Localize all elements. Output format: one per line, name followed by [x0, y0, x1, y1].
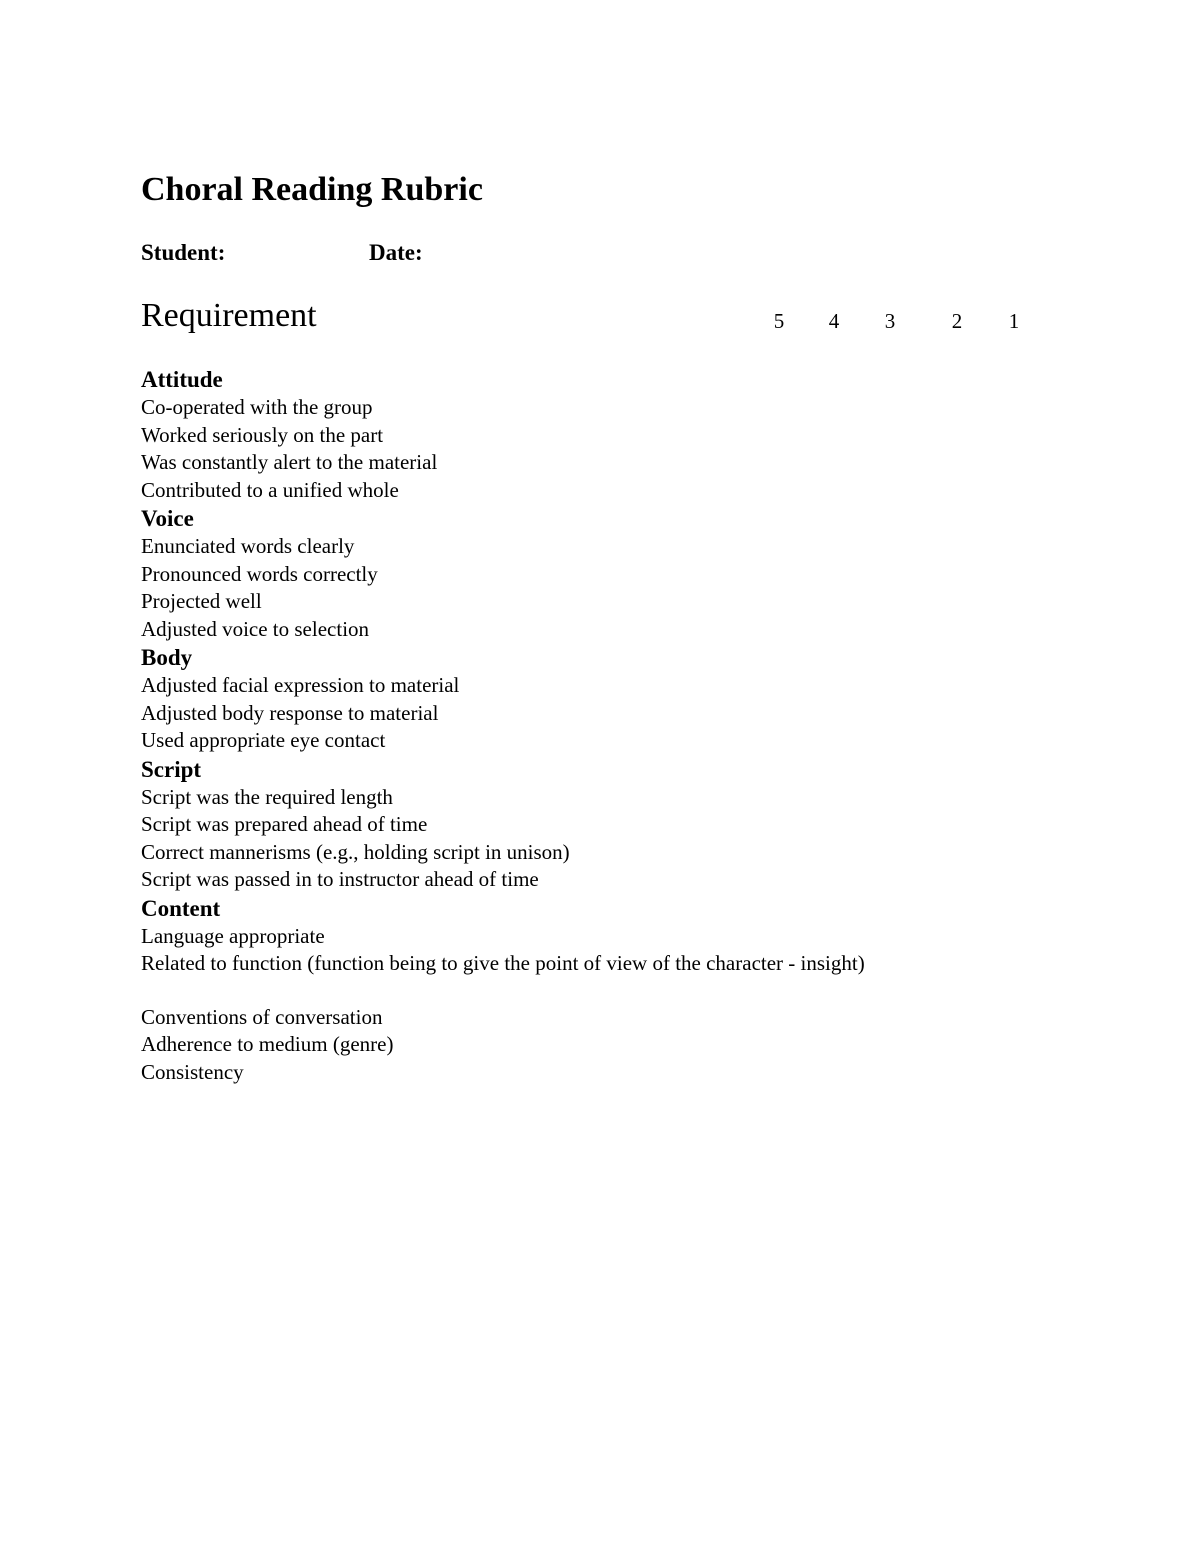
- score-header-5: 5: [773, 309, 785, 333]
- criterion-item: Script was prepared ahead of time: [141, 812, 428, 836]
- student-label: Student:: [141, 240, 226, 265]
- criterion-item: Script was the required length: [141, 784, 393, 809]
- criterion-item: Script was passed in to instructor ahead of time: [141, 867, 539, 891]
- score-header-3: 3: [884, 309, 896, 333]
- criterion-item: Adjusted voice to selection: [141, 616, 370, 641]
- criteria-list: [141, 365, 1141, 1086]
- criterion-item: Enunciated words clearly: [141, 534, 355, 558]
- date-label: Date:: [369, 240, 423, 265]
- criterion-item: Contributed to a unified whole: [141, 477, 399, 502]
- section-title-body: Body: [141, 645, 193, 670]
- criterion-item: Used appropriate eye contact: [141, 728, 386, 752]
- criterion-item: Correct mannerisms (e.g., holding script in unison): [141, 839, 570, 864]
- criterion-item: Was constantly alert to the material: [141, 450, 438, 474]
- section-title-content: Content: [141, 895, 221, 921]
- page-title: Choral Reading Rubric: [141, 171, 483, 208]
- criterion-item: Co-operated with the group: [141, 395, 373, 419]
- criterion-item: Adjusted body response to material: [141, 700, 439, 725]
- score-header-2: 2: [951, 309, 963, 333]
- criterion-item: Conventions of conversation: [141, 1004, 383, 1029]
- criterion-item: Projected well: [141, 589, 262, 613]
- section-title-script: Script: [141, 756, 202, 782]
- criterion-item: Related to function (function being to give the point of view of the character - insight): [141, 951, 865, 975]
- criterion-item: Language appropriate: [141, 923, 325, 948]
- criterion-item: Adjusted facial expression to material: [141, 673, 460, 697]
- score-header-4: 4: [828, 309, 840, 333]
- spacer: [141, 978, 1141, 1004]
- criterion-item: Adherence to medium (genre): [141, 1032, 394, 1056]
- section-title-attitude: Attitude: [141, 367, 223, 392]
- criterion-item: Consistency: [141, 1059, 244, 1084]
- requirement-header: Requirement: [141, 297, 317, 334]
- score-header-1: 1: [1008, 309, 1020, 333]
- criterion-item: Worked seriously on the part: [141, 422, 384, 447]
- criterion-item: Pronounced words correctly: [141, 561, 378, 586]
- section-title-voice: Voice: [141, 506, 194, 531]
